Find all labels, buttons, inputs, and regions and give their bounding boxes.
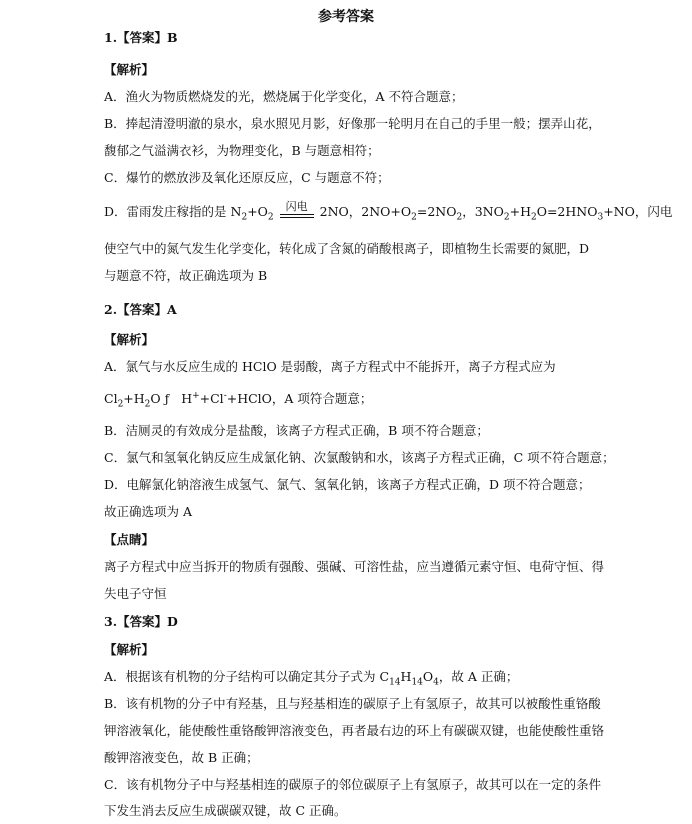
answer-1-option-a: A．渔火为物质燃烧发的光，燃烧属于化学变化，A 不符合题意；	[104, 89, 464, 104]
key-point-line2: 失电子守恒	[104, 586, 167, 601]
eq-d-part5: O=2HNO	[536, 204, 598, 219]
answer-2-option-b: B．洁厕灵的有效成分是盐酸，该离子方程式正确，B 项不符合题意；	[104, 423, 489, 438]
eq-d-part1: 2NO，2NO+O	[319, 204, 412, 219]
answer-1-conclusion: 与题意不符，故正确选项为 B	[104, 268, 268, 283]
answer-2-option-d: D．电解氯化钠溶液生成氢气、氯气、氢氧化钠，该离子方程式正确，D 项不符合题意；	[104, 477, 591, 492]
eq-d-part2: =2NO	[416, 204, 457, 219]
arrow-label: 闪电	[285, 199, 308, 213]
page-title: 参考答案	[318, 9, 374, 25]
answer-3-option-b-line3: 酸钾溶液变色，故 B 正确；	[104, 750, 259, 765]
answer-1-option-b-line2: 馥郁之气溢满衣衫，为物理变化，B 与题意相符；	[104, 143, 380, 158]
eq-d-reactants: $N_2+O_2$	[230, 204, 274, 223]
analysis-heading-2: 【解析】	[104, 332, 155, 347]
key-point-line1: 离子方程式中应当拆开的物质有强酸、强碱、可溶性盐，应当遵循元素守恒、电荷守恒、得	[104, 559, 605, 574]
answer-2-option-a-line1: A．氯气与水反应生成的 HClO 是弱酸，离子方程式中不能拆开，离子方程式应为	[104, 359, 556, 374]
answer-2-heading: 2.【答案】A	[104, 302, 177, 317]
answer-3-option-c-line1: C．该有机物分子中与羟基相连的碳原子的邻位碳原子上有氢原子，故其可以在一定的条件	[104, 777, 602, 792]
answer-1-option-d-equation: D．雷雨发庄稼指的是 $N_2+O_2$ 闪电 2NO，$2NO+O_2=2NO_2$，$3NO_2+H_2O=2HNO_3+NO$，闪电	[104, 199, 673, 223]
answer-3-option-b-line2: 钾溶液氧化，能使酸性重铬酸钾溶液变色，再者最右边的环上有碳碳双键，也能使酸性重铬	[104, 723, 605, 738]
answer-3-heading: 3.【答案】D	[104, 614, 178, 629]
eq-d-part6: +NO，闪电	[603, 204, 673, 219]
answer-3-option-b-line1: B．该有机物的分子中有羟基，且与羟基相连的碳原子上有氢原子，故其可以被酸性重铬酸	[104, 696, 601, 711]
answer-2-option-c: C．氯气和氢氧化钠反应生成氯化钠、次氯酸钠和水，该离子方程式正确，C 项不符合题意；	[104, 450, 615, 465]
answer-1-option-d-line2: 使空气中的氮气发生化学变化，转化成了含氮的硝酸根离子，即植物生长需要的氮肥，D	[104, 241, 590, 256]
analysis-heading-3: 【解析】	[104, 642, 155, 657]
eq-d-prefix: D．雷雨发庄稼指的是	[104, 204, 227, 219]
answer-2-option-a-equation: $Cl_2+H_2O$ ƒ H++Cl-+HClO，A 项符合题意；	[104, 391, 373, 410]
answer-1-heading: 1.【答案】B	[104, 30, 178, 45]
eq-d-part3: ，3NO	[462, 204, 504, 219]
answer-3-option-c-line2: 下发生消去反应生成碳碳双键，故 C 正确。	[104, 803, 347, 818]
answer-1-option-c: C．爆竹的燃放涉及氧化还原反应，C 与题意不符；	[104, 170, 390, 185]
key-point-heading: 【点睛】	[104, 532, 155, 547]
analysis-heading-1: 【解析】	[104, 62, 155, 77]
answer-2-conclusion: 故正确选项为 A	[104, 504, 193, 519]
answer-1-option-b-line1: B．捧起清澄明澈的泉水，泉水照见月影，好像那一轮明月在自己的手里一般；摆弄山花，	[104, 116, 601, 131]
answer-3-option-a: A．根据该有机物的分子结构可以确定其分子式为 $C_{14}H_{14}O_4$，故 A 正确；	[104, 669, 519, 688]
eq-d-part4: +H	[509, 204, 531, 219]
lightning-arrow	[280, 199, 314, 221]
